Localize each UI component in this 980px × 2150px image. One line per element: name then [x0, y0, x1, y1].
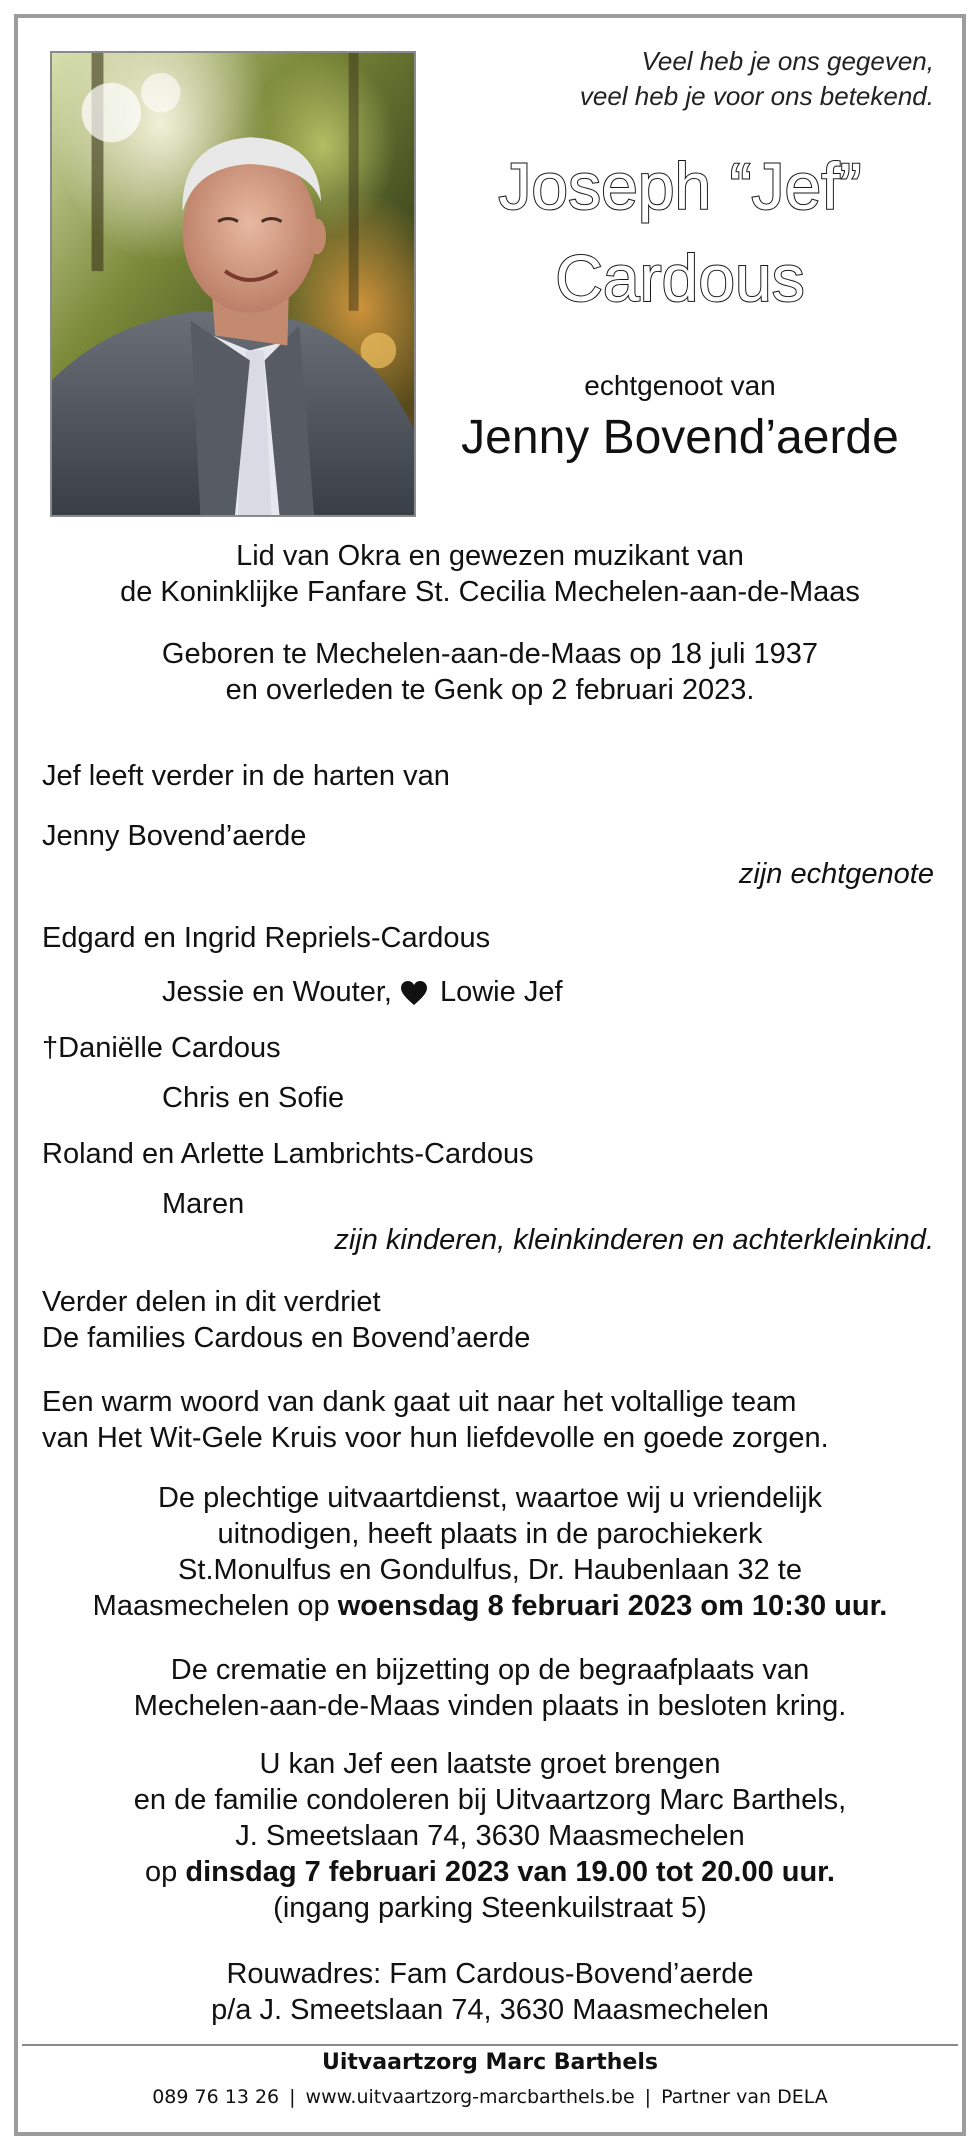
cremation-line-1: De crematie en bijzetting op de begraafplaats van — [170, 1654, 810, 1686]
extended-line-2: De families Cardous en Bovend’aerde — [42, 1322, 531, 1354]
visitation-line-2: en de familie condoleren bij Uitvaartzorg Marc Barthels, — [133, 1784, 847, 1816]
grandchildren-1-before: Jessie en Wouter, — [162, 976, 392, 1008]
visitation-line-4 — [40, 1854, 940, 1890]
service-line-1: De plechtige uitvaartdienst, waartoe wij u vriendelijk — [157, 1482, 823, 1514]
service-text — [40, 1480, 940, 1624]
thanks-line-2: van Het Wit-Gele Kruis voor hun liefdevolle en goede zorgen. — [42, 1422, 829, 1454]
family-grandchildren-1 — [162, 974, 563, 1010]
address-line-1: Rouwadres: Fam Cardous-Bovend’aerde — [226, 1958, 754, 1990]
footer-contact — [40, 2086, 940, 2108]
service-line-4 — [40, 1588, 940, 1624]
portrait-photo — [50, 51, 416, 517]
motto-line-1: Veel heb je ons gegeven, — [641, 46, 934, 76]
death-line: en overleden te Genk op 2 februari 2023. — [225, 674, 755, 706]
footer-separator-2: | — [644, 2086, 652, 2108]
thanks-line-1: Een warm woord van dank gaat uit naar het voltallige team — [42, 1386, 797, 1418]
portrait-image — [52, 53, 414, 515]
service-line-4-prefix: Maasmechelen op — [92, 1590, 330, 1622]
mourning-address — [40, 1956, 940, 2028]
spouse-name: Jenny Bovend’aerde — [461, 411, 899, 464]
visitation-line-1: U kan Jef een laatste groet brengen — [259, 1748, 721, 1780]
family-child-2: †Daniëlle Cardous — [42, 1032, 281, 1064]
family-grandchildren-2: Chris en Sofie — [162, 1082, 345, 1114]
family-intro: Jef leeft verder in de harten van — [42, 760, 450, 792]
family-children-role: zijn kinderen, kleinkinderen en achterkleinkind. — [334, 1224, 934, 1256]
footer-divider — [22, 2044, 958, 2046]
motto — [454, 44, 934, 114]
footer-company: Uitvaartzorg Marc Barthels — [322, 2050, 658, 2075]
grandchildren-1-after: Lowie Jef — [439, 976, 563, 1008]
visitation-datetime: dinsdag 7 februari 2023 van 19.00 tot 20.00 uur. — [185, 1856, 835, 1888]
visitation-line-5: (ingang parking Steenkuilstraat 5) — [273, 1892, 707, 1924]
deceased-name — [430, 140, 930, 324]
deceased-name-line-2: Cardous — [555, 241, 805, 315]
membership-line-2: de Koninklijke Fanfare St. Cecilia Mechelen-aan-de-Maas — [120, 576, 860, 608]
footer-partner: Partner van DELA — [661, 2086, 828, 2108]
spouse-intro: echtgenoot van — [584, 370, 776, 401]
life-dates — [40, 636, 940, 708]
birth-line: Geboren te Mechelen-aan-de-Maas op 18 juli 1937 — [161, 638, 819, 670]
family-child-3: Roland en Arlette Lambrichts-Cardous — [42, 1138, 534, 1170]
visitation-line-3: J. Smeetslaan 74, 3630 Maasmechelen — [235, 1820, 745, 1852]
visitation-text — [40, 1746, 940, 1926]
deceased-name-line-1: Joseph “Jef” — [498, 149, 862, 223]
service-line-3: St.Monulfus en Gondulfus, Dr. Haubenlaan 32 te — [178, 1554, 802, 1586]
footer-separator-1: | — [289, 2086, 296, 2108]
extended-line-1: Verder delen in dit verdriet — [42, 1286, 381, 1318]
heart-icon — [400, 980, 428, 1006]
family-grandchildren-3: Maren — [162, 1188, 245, 1220]
membership-text — [40, 538, 940, 610]
footer-phone: 089 76 13 26 — [152, 2086, 280, 2108]
family-child-1: Edgard en Ingrid Repriels-Cardous — [42, 922, 491, 954]
footer-website-link[interactable]: www.uitvaartzorg-marcbarthels.be — [305, 2086, 635, 2108]
address-line-2: p/a J. Smeetslaan 74, 3630 Maasmechelen — [211, 1994, 769, 2026]
motto-line-2: veel heb je voor ons betekend. — [579, 81, 934, 111]
family-spouse-name: Jenny Bovend’aerde — [42, 820, 307, 852]
cremation-line-2: Mechelen-aan-de-Maas vinden plaats in besloten kring. — [133, 1690, 847, 1722]
family-spouse-role: zijn echtgenote — [738, 858, 934, 890]
membership-line-1: Lid van Okra en gewezen muzikant van — [236, 540, 744, 572]
cremation-text — [40, 1652, 940, 1724]
visitation-line-4-prefix: op — [145, 1856, 178, 1888]
service-line-2: uitnodigen, heeft plaats in de parochiekerk — [217, 1518, 763, 1550]
service-datetime: woensdag 8 februari 2023 om 10:30 uur. — [337, 1590, 888, 1622]
